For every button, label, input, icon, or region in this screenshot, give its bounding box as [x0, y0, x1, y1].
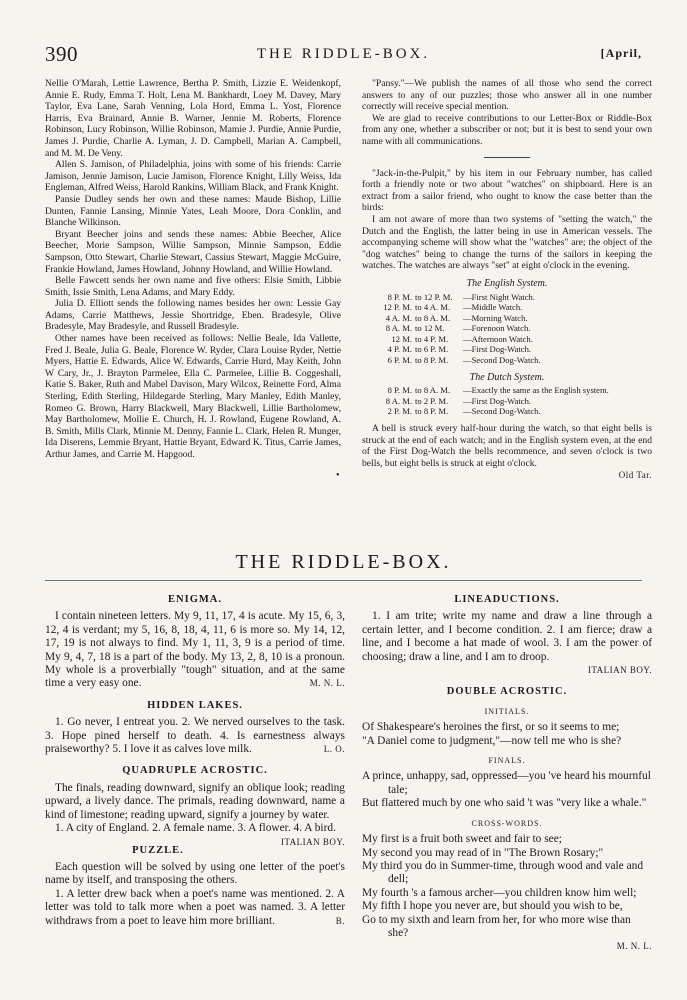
section-divider — [484, 157, 530, 158]
quadruple-acrostic-byline: ITALIAN BOY. — [280, 836, 345, 847]
riddle-box-rule — [45, 580, 642, 581]
lineaductions-byline: ITALIAN BOY. — [587, 665, 652, 676]
cross-words-label: CROSS-WORDS. — [471, 818, 543, 828]
bells-signature: Old Tar. — [618, 470, 652, 481]
initials-label: INITIALS. — [484, 706, 530, 716]
verse-line: My first is a fruit both sweet and fair to see; — [362, 833, 562, 846]
names-paragraph-7: Other names have been received as follows: Nellie Beale, Ida Vallette, Fred J. Beale, Julia G. Beale, Florence W. Ryder, Clara Louise Ryder, Nettie Myers, Hattie E. Edwards, Alice W. Edwards, Carrie Hurd, May Keith, John W Cary, Jr., J. Brayton Parmelee, Ella C. Parmelee, Lillie B. Coggeshall, Katie S. Baker, Ruth and Mabel Davison, Mary Wilcox, Reinette Ford, Alma Sterling, Edith Sterling, Hildegarde Sterling, Mary Manley, Edith Manley, Romeo G. Brown, Harry Blackwell, Mary Blackwell, Lillie Bartholomew, May Bartholomew, Mollie E. Church, H. J. Rowland, Eugene Rowland, A. B. Smith, Mills Clark, Minnie M. Denny, Fannie L. Clark, Helen R. Munger, Ida Diserens, Lemmie Bryant, Hattie Bryant, Edward K. Titus, Carrie James, Arthur James, and Carrie M. Hapgood. — [45, 333, 341, 460]
riddle-right-column — [362, 585, 652, 954]
enigma-byline: M. N. L. — [309, 678, 345, 689]
finals-label: FINALS. — [488, 756, 526, 766]
hidden-lakes-byline: L. O. — [323, 744, 345, 755]
riddle-box-title: THE RIDDLE-BOX. — [235, 551, 452, 573]
quote-paragraph: I am not aware of more than two systems of "setting the watch," the Dutch and the English, the latter being in use in American vessels. The accompanying scheme will show what the "watches" are; the object of the "dog watches" being to change the turns of the sailors in keeping the watches. The watches are always "set" at eight o'clock in the evening. — [362, 213, 652, 272]
pansy-paragraph-2: We are glad to receive contributions to our Letter-Box or Riddle-Box from any one, whether a subscriber or not; but it is best to send your own name with all communications. — [362, 112, 652, 147]
letter-box-left-column — [45, 78, 341, 461]
double-acrostic-byline: M. N. L. — [616, 941, 652, 952]
table-row: 8 P. M. to 12 P. M. —First Night Watch. — [387, 291, 535, 302]
names-paragraph-6: Julia D. Elliott sends the following names besides her own: Lessie Gay Adams, Carrie Matthews, Jessie Shortridge, Eben. Bradesyle, Olive Bradesyle, May Bradesyle, and Russell Bradesyle. — [45, 298, 341, 333]
table-row: 12 M. to 4 P. M. —Afternoon Watch. — [391, 333, 533, 344]
table-row: 4 A. M. to 8 A. M. —Morning Watch. — [385, 312, 528, 323]
decorative-dot: • — [336, 470, 340, 481]
puzzle-items: 1. A letter drew back when a poet's name was mentioned. 2. A letter was told to talk more when a poet was named. 3. A letter withdraws from a poet to leave him more brilliant. B. — [45, 887, 345, 927]
quadruple-acrostic-items: 1. A city of England. 2. A female name. 3. A flower. 4. A bird. ITALIAN BOY. — [45, 822, 345, 835]
puzzle-byline: B. — [335, 915, 345, 926]
verse-line: My second you may read of in "The Brown Rosary;" — [362, 846, 604, 859]
lineaductions-text: 1. I am trite; write my name and draw a line through a certain letter, and I become condition. 2. I am fierce; draw a line, and I become a hat made of wool. 3. I am the power of choosing; draw a line, and I am to droop. — [362, 610, 652, 663]
double-acrostic-heading: DOUBLE ACROSTIC. — [446, 686, 568, 698]
names-paragraph-3: Pansie Dudley sends her own and these names: Maude Bishop, Lillie Dunten, Fannie Lansing, Minnie Yates, Leah Moore, Dora Conklin, and Blanche Wilkinson. — [45, 193, 341, 229]
verse-line: My third you do in Summer-time, through wood and vale and dell; — [362, 859, 644, 886]
hidden-lakes-heading: HIDDEN LAKES. — [147, 699, 243, 711]
verse-line: But flattered much by one who said 't was "very like a whale." — [362, 797, 647, 810]
puzzle-heading: PUZZLE. — [132, 844, 184, 856]
table-row: 4 P. M. to 6 P. M. —First Dog-Watch. — [387, 344, 532, 355]
hidden-lakes-text: 1. Go never, I entreat you. 2. We nerved ourselves to the task. 3. Hope pined herself to death. 4. Is earnestness always praiseworthy? 5. I love it as calves love milk. L. O. — [45, 716, 345, 756]
lineaductions-heading: LINEADUCTIONS. — [454, 594, 560, 605]
table-row: 8 P. M. to 8 A. M. —Exactly the same as the English system. — [387, 385, 609, 396]
pulpit-paragraph: "Jack-in-the-Pulpit," by his item in our February number, has called forth a friendly note or two about "watches" on shipboard. Here is an extract from a sailor friend, who ought to know the case better than the birds: — [362, 167, 652, 214]
names-paragraph-2: Allen S. Jamison, of Philadelphia, joins with some of his friends: Carrie Jamison, Jennie Jamison, Lucie Jamison, Florence Knight, Lilly Weiss, Ida Engleman, Alfred Weiss, Harold Rankins, William Black, and Frank Knight. — [45, 159, 341, 194]
verse-line: Go to my sixth and learn from her, for who more wise than she? — [362, 913, 631, 939]
enigma-heading: ENIGMA. — [168, 594, 222, 605]
verse-line: My fourth 's a famous archer—you children know him well; — [362, 886, 637, 899]
pansy-paragraph-1: "Pansy."—We publish the names of all those who send the correct answers to any of our puzzles; those who answer all in one number correctly will receive special mention. — [362, 78, 652, 113]
page-number: 390 — [45, 42, 78, 66]
dutch-system-table — [362, 385, 652, 417]
verse-line: Of Shakespeare's heroines the first, or so it seems to me; — [362, 721, 620, 734]
english-system-table — [362, 292, 652, 366]
page-header — [45, 42, 642, 66]
table-row: 8 A. M. to 2 P. M. —First Dog-Watch. — [385, 395, 532, 406]
names-paragraph-4: Bryant Beecher joins and sends these names: Abbie Beecher, Alice Beecher, Morie Sampson, Willie Sampson, Minnie Sampson, Eddie Sampson, Otto Stewart, Charlie Stewart, Cassius Stewart, Maggie McGuire, Frankie Howland, James Howland, Johnny Howland, and Willie Howland. — [45, 228, 341, 275]
quadruple-acrostic-heading: QUADRUPLE ACROSTIC. — [122, 765, 268, 777]
table-row: 2 P. M. to 8 P. M. —Second Dog-Watch. — [387, 406, 541, 417]
letter-box-right-column — [362, 78, 652, 482]
table-row: 12 P. M. to 4 A. M. —Middle Watch. — [383, 302, 523, 313]
running-month: [April, — [600, 46, 642, 60]
table-row: 8 A. M. to 12 M. —Forenoon Watch. — [385, 323, 531, 334]
names-paragraph-1: Nellie O'Marah, Lettie Lawrence, Bertha P. Smith, Lizzie E. Weidenkopf, Annie E. Rudy, Emma T. Holt, Lena M. Bankhardt, Loey M. Davey, Mary Taylor, Eva Lane, Sarah Venning, Lola Hord, Emma L. Yost, Florence Harris, Eva Brainard, Annie B. Warner, Jennie M. Roberts, Florence Robinson, Lucy Robinson, Willie Robinson, Mamie J. Purdie, Annie Purdie, James J. Purdie, Charlie A. Lyman, J. D. Campbell, Marian A. Campbell, and M. M. De Veny. — [45, 78, 341, 159]
names-paragraph-5: Belle Fawcett sends her own name and five others: Elsie Smith, Libbie Smith, Issie Smith, Lena Adams, and Mary Eddy. — [45, 275, 341, 298]
verse-line: A prince, unhappy, sad, oppressed—you 've heard his mournful tale; — [362, 770, 651, 796]
table-row: 6 P. M. to 8 P. M. —Second Dog-Watch. — [387, 355, 541, 366]
english-system-title: The English System. — [466, 277, 548, 289]
verse-line: My fifth I hope you never are, but should you wish to be, — [362, 900, 623, 913]
running-title: THE RIDDLE-BOX. — [256, 46, 431, 62]
dutch-system-title: The Dutch System. — [469, 371, 545, 383]
verse-line: "A Daniel come to judgment,"—now tell me who is she? — [362, 734, 622, 747]
puzzle-text: Each question will be solved by using one letter of the poet's name by itself, and transposing the others. — [45, 860, 345, 887]
riddle-left-column — [45, 585, 345, 928]
enigma-text: I contain nineteen letters. My 9, 11, 17, 4 is acute. My 15, 6, 3, 12, 4 is verdant; my 5, 16, 8, 18, 4, 11, 6 is more so. My 14, 12, 17, 19 is not always to find. My 1, 11, 3, 9 is a period of time. My 9, 4, 7, 18 is a part of the body. My 13, 2, 8, 10 is a pronoun. My whole is a proverbially "tough" situation, and at the same time a very easy one. M. N. L. — [45, 610, 345, 690]
quadruple-acrostic-text: The finals, reading downward, signify an oblique look; reading upward, a lively dance. The primals, reading downward, name a kind of limestone; reading upward, signify a journey by water. — [45, 781, 345, 821]
bells-paragraph: A bell is struck every half-hour during the watch, so that eight bells is struck at the end of each watch; and in the English system even, at the end of the First Dog-Watch the bells recommence, and seven o'clock is two bells, but eight bells is struck at eight o'clock. — [362, 423, 652, 469]
